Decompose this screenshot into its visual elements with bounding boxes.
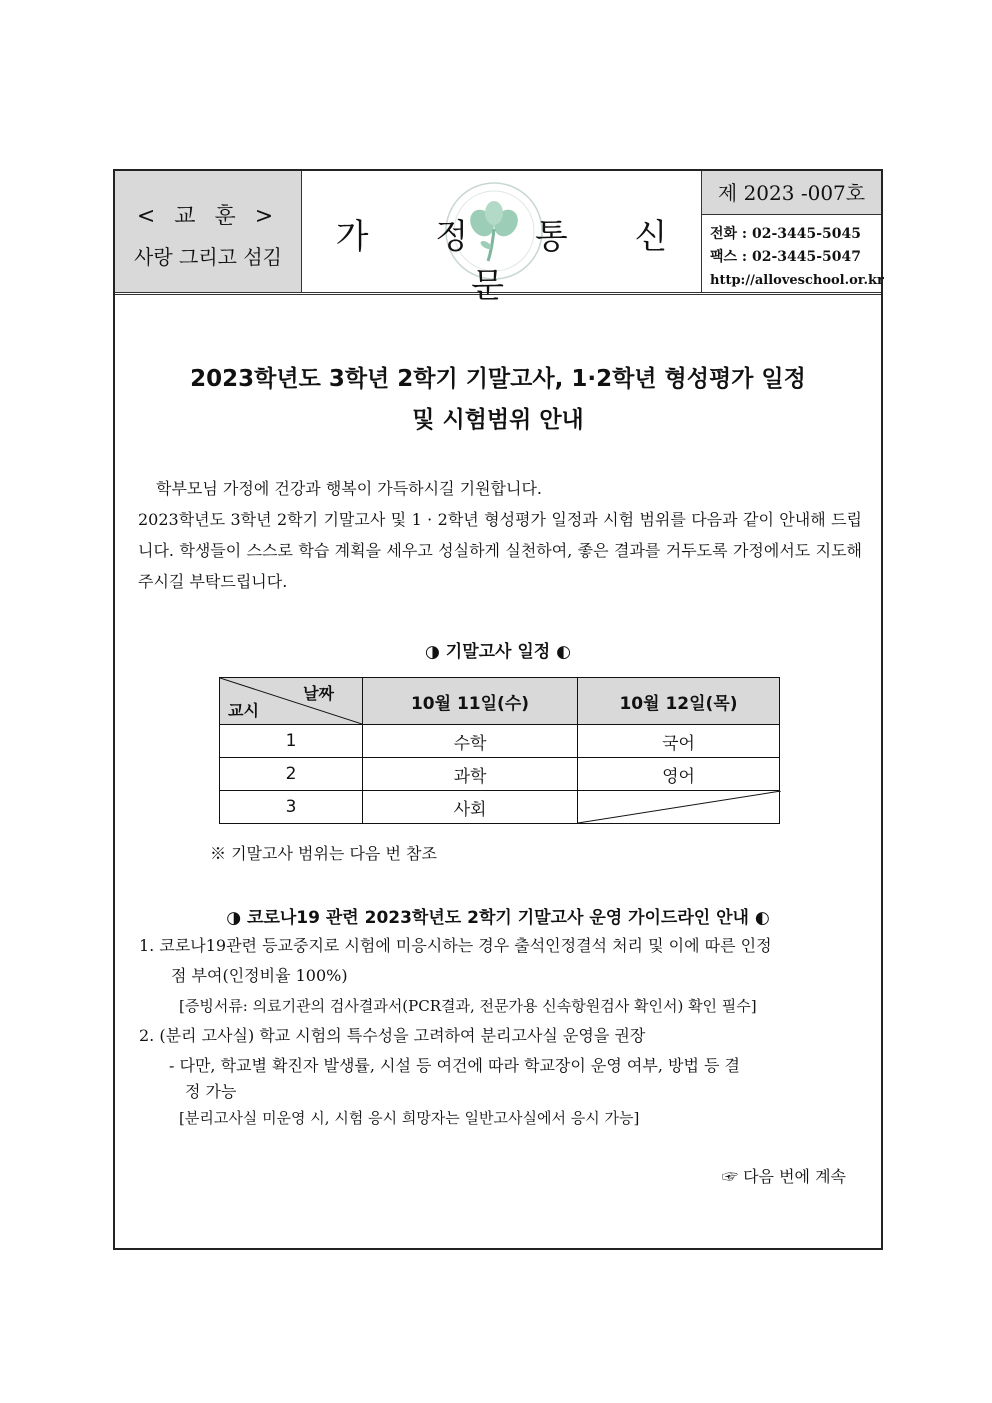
exam-range-note: ※ 기말고사 범위는 다음 번 참조: [210, 844, 437, 863]
website-link[interactable]: http://alloveschool.or.kr: [710, 273, 884, 288]
schedule-heading: ◑ 기말고사 일정 ◐: [425, 642, 571, 662]
continue-notice: ☞ 다음 번에 계속: [722, 1167, 846, 1186]
newsletter-title: 가 정 통 신 문: [335, 217, 696, 306]
column-header-day2: 10월 12일(목): [578, 678, 780, 725]
document-title: [115, 359, 881, 441]
newsletter-header: [115, 171, 884, 306]
title-line-2: 및 시험범위 안내: [412, 407, 584, 433]
guideline-item-2-note: [분리고사실 미운영 시, 시험 응시 희망자는 일반고사실에서 응시 가능]: [179, 1109, 640, 1127]
header-period-label: 교시: [228, 701, 259, 720]
newsletter-page: [113, 169, 883, 1250]
title-box: [302, 171, 702, 306]
issue-number: 제 2023 -007호: [702, 171, 881, 215]
subject-cell: 영어: [578, 758, 780, 791]
header-date-label: 날짜: [303, 684, 334, 703]
period-cell: 3: [220, 791, 363, 824]
guideline-item-2-detail-line-1: - 다만, 학교별 확진자 발생률, 시설 등 여건에 따라 학교장이 운영 여부, 방법 등 결: [169, 1056, 741, 1075]
title-line-1: 2023학년도 3학년 2학기 기말고사, 1·2학년 형성평가 일정: [190, 366, 806, 392]
guideline-item-1-line-2: 점 부여(인정비율 100%): [171, 966, 348, 985]
table-row: [220, 791, 780, 824]
table-row: [220, 725, 780, 758]
subject-cell: 국어: [578, 725, 780, 758]
school-motto-box: [115, 171, 302, 292]
table-corner-header: [220, 678, 363, 725]
motto-text: 사랑 그리고 섬김: [134, 245, 282, 269]
period-cell: 1: [220, 725, 363, 758]
period-cell: 2: [220, 758, 363, 791]
intro-body: 2023학년도 3학년 2학기 기말고사 및 1 · 2학년 형성평가 일정과 시험 범위를 다음과 같이 안내해 드립니다. 학생들이 스스로 학습 계획을 세우고 성실하게 실천하여, 좋은 결과를 거두도록 가정에서도 지도해 주시길 부탁드립니다.: [138, 510, 862, 591]
subject-cell: 사회: [363, 791, 578, 824]
guideline-item-1-line-1: 1. 코로나19관련 등교중지로 시험에 미응시하는 경우 출석인정결석 처리 및 이에 따른 인정: [139, 936, 772, 955]
guideline-heading: ◑ 코로나19 관련 2023학년도 2학기 기말고사 운영 가이드라인 안내 ◐: [226, 908, 770, 928]
greeting: 학부모님 가정에 건강과 행복이 가득하시길 기원합니다.: [156, 479, 543, 498]
phone-number: 전화 : 02-3445-5045: [710, 226, 861, 242]
guideline-list: [139, 931, 879, 1133]
guideline-item-2-detail-line-2: 정 가능: [185, 1082, 237, 1101]
table-row: [220, 758, 780, 791]
subject-cell: 수학: [363, 725, 578, 758]
subject-cell: 과학: [363, 758, 578, 791]
contact-info: [710, 223, 884, 292]
empty-slashed-cell: [578, 791, 780, 824]
exam-schedule-table: [219, 677, 780, 824]
column-header-day1: 10월 11일(수): [363, 678, 578, 725]
guideline-item-1-note: [증빙서류: 의료기관의 검사결과서(PCR결과, 전문가용 신속항원검사 확인서) 확인 필수]: [179, 997, 757, 1015]
diagonal-slash: [578, 791, 781, 823]
guideline-item-2: 2. (분리 고사실) 학교 시험의 특수성을 고려하여 분리고사실 운영을 권장: [139, 1026, 646, 1045]
fax-number: 팩스 : 02-3445-5047: [710, 249, 861, 265]
motto-title: < 교 훈 >: [136, 204, 280, 229]
intro-text: [138, 473, 862, 597]
